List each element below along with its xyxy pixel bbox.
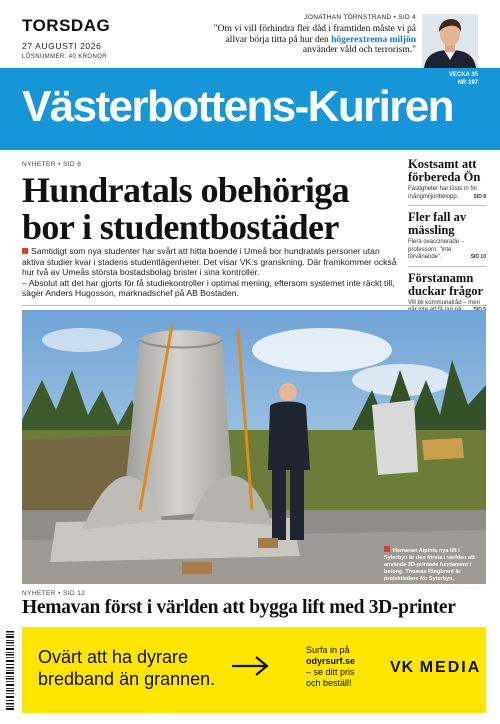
- lead-paragraph: [22, 246, 400, 278]
- sidebar-item[interactable]: [408, 158, 486, 206]
- ad-url[interactable]: odyrsurf.se: [306, 656, 356, 666]
- divider: [22, 305, 486, 306]
- quote-text: "Om vi vill förhindra fler dåd i framtiden måste vi på allvar börja titta på hur den: [213, 24, 416, 45]
- newspaper-title[interactable]: Västerbottens-Kuriren: [22, 82, 453, 131]
- lead-headline-line: Hundratals obehöriga: [22, 170, 350, 210]
- quote-highlight: högerextrema miljön: [331, 34, 416, 45]
- barcode: [4, 627, 18, 713]
- ad-slogan: [38, 646, 215, 690]
- sidebar-text: [408, 239, 486, 262]
- lead-headline[interactable]: [22, 172, 402, 246]
- teaser-quote[interactable]: [200, 24, 416, 56]
- top-strip: [0, 0, 500, 68]
- teaser-kicker[interactable]: JONATHAN TÖRNSTRAND • SID 4: [304, 14, 416, 21]
- sidebar-page: SID 10: [470, 254, 486, 260]
- issue-label: NR 197: [457, 80, 478, 86]
- lead-body: [22, 246, 400, 299]
- masthead: [0, 68, 500, 150]
- sidebar-text-body: Fastigheter har lösts in för mångmiljonbelopp.: [408, 186, 478, 200]
- lead-kicker: NYHETER • SID 6: [22, 161, 82, 168]
- logo-vk: VK: [390, 659, 415, 676]
- weekday: TORSDAG: [22, 16, 111, 35]
- lift-foundation-photo: [22, 310, 486, 584]
- caption-text: Hemavan Alpints nya lift i Syterbyn är den första i världen att använda 3D-printade fundament i betong. Thomas Ringbrant är projektledare för Syterbyn.: [384, 548, 475, 582]
- story2-headline[interactable]: Hemavan först i världen att bygga lift med 3D-printer: [22, 597, 456, 618]
- ad-callout-line: Surfa in på: [306, 645, 350, 655]
- ad-callout: [306, 645, 355, 689]
- bullet-square: [22, 248, 28, 254]
- lead-photo[interactable]: [22, 310, 486, 584]
- photo-credit: FOTO: IRA TENGHALL: [436, 585, 484, 590]
- ad-callout-line: – se ditt pris: [306, 667, 355, 677]
- sidebar-headline: Förstanamn duckar frågor: [408, 270, 484, 298]
- week-label: VECKA 35: [448, 72, 478, 78]
- quote-text-end: använder våld och terrorism.": [302, 45, 416, 55]
- columnist-portrait: [422, 14, 478, 68]
- issue-number: [449, 71, 478, 87]
- photo-caption: [384, 546, 484, 591]
- ad-callout-line: och beställ!: [306, 678, 352, 688]
- issue-price: LÖSNUMMER: 40 KRONOR: [22, 54, 108, 60]
- sidebar-headline: Kostsamt att förbereda Ön: [408, 157, 481, 184]
- ad-slogan-line: bredband än grannen.: [38, 669, 216, 689]
- sidebar-headline: Fler fall av mässling: [408, 210, 467, 237]
- vk-media-logo: [390, 659, 481, 677]
- sidebar-item[interactable]: [408, 211, 486, 267]
- ad-slogan-line: Ovärt att ha dyrare: [38, 647, 189, 667]
- lead-paragraph: – Absolut att det har gjorts för få studiekontroller i optimal mening, eftersom systemet inte räckt till, säger Anders Hugosson, marknadschef på AB Bostaden.: [22, 277, 395, 299]
- issue-date: 27 AUGUSTI 2026: [22, 41, 102, 51]
- advertisement[interactable]: [22, 627, 486, 713]
- sidebar-teasers: [408, 158, 486, 325]
- story2-kicker: NYHETER • SID 12: [22, 590, 86, 597]
- logo-media: MEDIA: [419, 659, 482, 676]
- sidebar-text: [408, 186, 486, 201]
- sidebar-text-body: Flera ovaccinerade – professorn: "inte förvånande".: [408, 239, 465, 260]
- bullet-square: [384, 546, 390, 552]
- lead-paragraph-text: Samtidigt som nya studenter har svårt att hitta boende i Umeå bor hundratals personer utan aktiva studier kvar i stadens studentlägenheter. Det visar VK:s granskning. Där framkommer också hur två av Umeås största bostadsbolag brister i sina kontroller.: [22, 246, 397, 278]
- sidebar-text-body: Vill bli kommunalråd – men: [408, 299, 480, 306]
- lead-headline-line: bor i studentbostäder: [22, 207, 339, 247]
- arrow-right-icon: [230, 655, 270, 682]
- sidebar-page: SID 8: [473, 193, 486, 200]
